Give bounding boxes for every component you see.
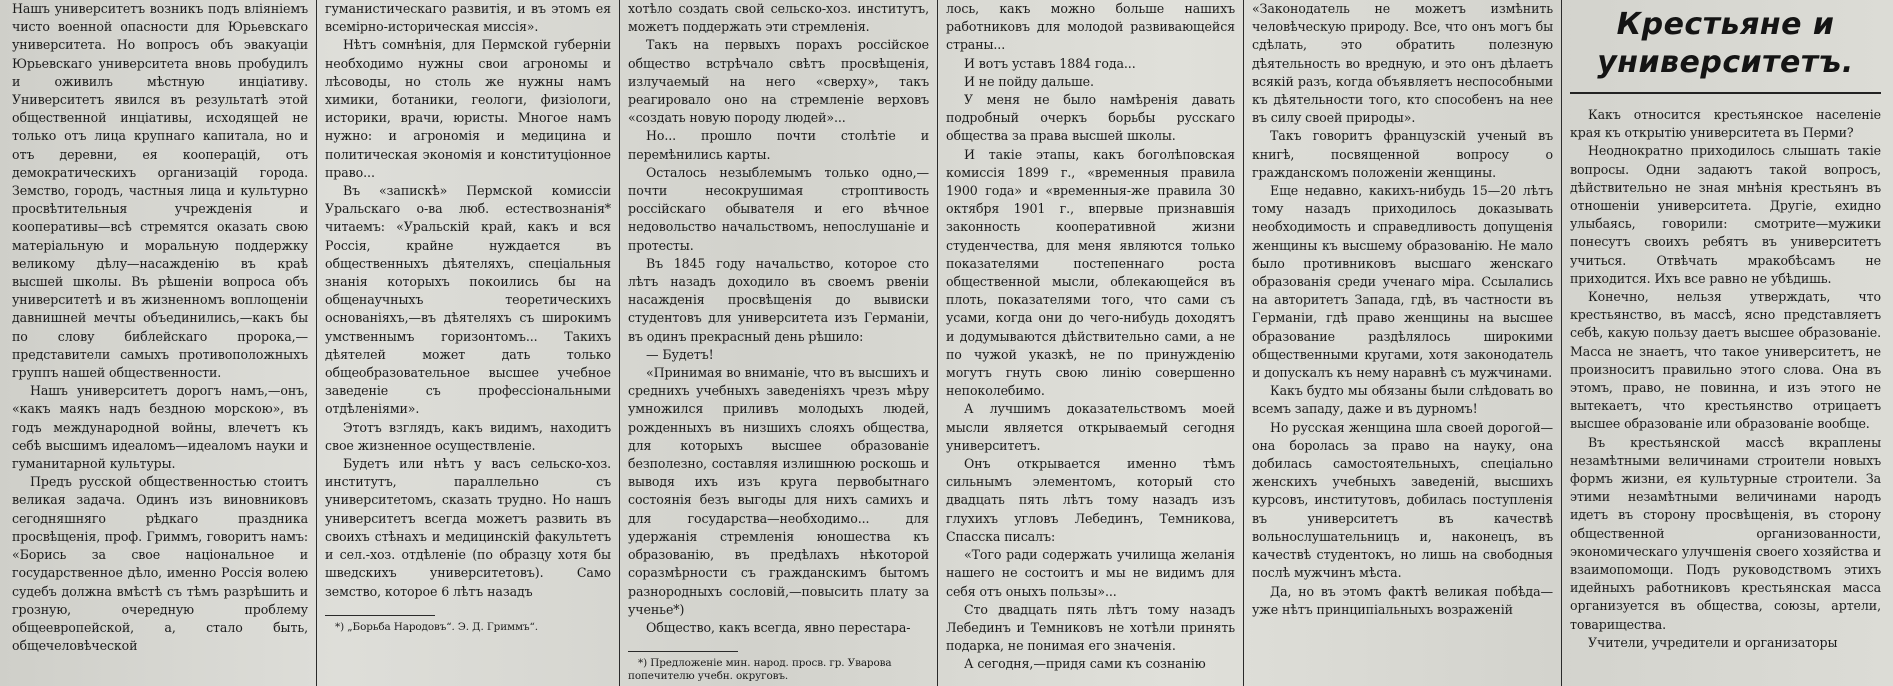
paragraph: Конечно, нельзя утверждать, что крестьянство, въ массѣ, ясно представляетъ себѣ, какую пользу даетъ высшее образованіе. Масса не знаетъ, что такое университетъ, не произноситъ правильно этого слова. Она въ этомъ, право, не повинна, и изъ этого не вытекаетъ, что крестьянство отрицаетъ высшее образованіе или образованіе вообще. xyxy=(1570,289,1881,432)
footnote: *) Предложеніе мин. народ. просв. гр. Уварова попечителю учебн. округовъ. xyxy=(628,657,892,683)
quotation: «Принимая во вниманіе, что въ высшихъ и среднихъ учебныхъ заведеніяхъ чрезъ мѣру умножился приливъ молодыхъ людей, рожденныхъ въ низшихъ слояхъ общества, для которыхъ высшее образованіе безполезно, составляя излишнюю роскошь и выводя ихъ изъ круга первобытнаго состоянія безъ выгоды для нихъ самихъ и для государства—необходимо... для удержанія стремленія юношества къ образованію, въ предѣлахъ нѣкоторой соразмѣрности съ гражданскимъ бытомъ разнородныхъ сословій,—повысить плату за ученье*) xyxy=(628,365,929,617)
paragraph: Неоднократно приходилось слышать такіе вопросы. Одни задаютъ такой вопросъ, дѣйствительно не зная мнѣнія крестьянъ въ отношеніи университета. Другіе, ехидно улыбаясь, говорили: смотрите—мужики понесутъ своихъ ребятъ въ университетъ учиться. Отвѣчать мракобѣсамъ не приходится. Ихъ все равно не убѣдишь. xyxy=(1570,143,1881,286)
paragraph: Въ 1845 году начальство, которое сто лѣтъ назадъ доходило въ своемъ рвеніи насажденія просвѣщенія до вывиски студентовъ для университета изъ Германіи, въ одинъ прекрасный день рѣшило: xyxy=(628,255,929,344)
column-1 xyxy=(4,0,317,686)
paragraph: Будетъ или нѣтъ у васъ сельско-хоз. институтъ, параллельно съ университетомъ, сказать трудно. Но нашъ университетъ всегда можетъ развить въ своихъ стѣнахъ и медицинскій факультетъ и сел.-хоз. отдѣленіе (по образцу хотя бы шведскихъ университетовъ). Само земство, которое 6 лѣтъ назадъ xyxy=(325,456,611,599)
paragraph: Въ крестьянской массѣ вкраплены незамѣтными величинами строители новыхъ формъ жизни, ея культурные строители. За этими незамѣтными величинами народъ идетъ въ сторону просвѣщенія, въ сторону общественной организованности, экономическаго улучшенія своего хозяйства и взаимопомощи. Подъ руководствомъ этихъ идейныхъ работниковъ крестьянская масса организуется въ общества, союзы, артели, товарищества. xyxy=(1570,434,1881,632)
paragraph: хотѣло создать свой сельско-хоз. институтъ, можетъ поддержать эти стремленія. xyxy=(628,1,929,35)
paragraph: гуманистическаго развитія, и въ этомъ ея всемірно-историческая миссія». xyxy=(325,1,611,35)
column-4 xyxy=(938,0,1244,686)
paragraph: И вотъ уставъ 1884 года... xyxy=(964,55,1136,71)
column-3 xyxy=(620,0,938,686)
paragraph: Предъ русской общественностью стоитъ великая задача. Одинъ изъ виновниковъ сегодняшняго рѣдкаго праздника просвѣщенія, проф. Гриммъ, говоритъ намъ: «Борись за свое національное и государственное дѣло, именно Россія волею судебъ должна вмѣстѣ съ тѣмъ разрѣшить и грозную, очередную проблему общеевропейской, а, стало быть, общечеловѣческой xyxy=(12,474,308,654)
paragraph: Такъ говоритъ французскій ученый въ книгѣ, посвященной вопросу о гражданскомъ положеніи женщины. xyxy=(1252,128,1553,180)
paragraph: Этотъ взглядъ, какъ видимъ, находитъ свое жизненное осуществленіе. xyxy=(325,419,611,453)
paragraph: И не пойду дальше. xyxy=(964,73,1094,89)
paragraph: Осталось незыблемымъ только одно,—почти несокрушимая строптивость россійскаго обывателя и его вѣчное недовольство начальствомъ, непослушаніе и протесты. xyxy=(628,164,929,253)
paragraph: Да, но въ этомъ фактѣ великая побѣда—уже нѣтъ принципіальныхъ возраженій xyxy=(1252,583,1553,617)
paragraph: Въ «запискѣ» Пермской комиссіи Уральскаго о-ва люб. естествознанія* читаемъ: «Уральскій край, какъ и вся Россія, крайне нуждается въ общественныхъ дѣятеляхъ, спеціальныя знанія которыхъ покоились бы на общенаучныхъ теоретическихъ основаніяхъ,—въ дѣятеляхъ съ широкимъ умственнымъ горизонтомъ... Такихъ дѣятелей может дать только общеобразовательное высшее учебное заведеніе съ профессіональными отдѣленіями». xyxy=(325,183,611,417)
paragraph: Сто двадцать пять лѣтъ тому назадъ Лебединъ и Темниковъ не хотѣли принять подарка, не понимая его значенія. xyxy=(946,601,1235,654)
paragraph: Какъ будто мы обязаны были слѣдовать во всемъ западу, даже и въ дурномъ! xyxy=(1252,383,1553,417)
paragraph: Общество, какъ всегда, явно перестара- xyxy=(646,619,911,635)
paragraph: А сегодня,—придя сами къ сознанію xyxy=(964,656,1206,672)
paragraph: Какъ относится крестьянское населеніе края къ открытію университета въ Перми? xyxy=(1570,107,1881,141)
quotation: «Законодатель не можетъ измѣнить человѣческую природу. Все, что онъ могъ бы сдѣлать, это обратить полезную дѣятельность во вредную, и это онъ дѣлаетъ всякій разъ, когда объявляетъ неспособными къ дѣятельности того, кто способенъ на нее въ силу своей природы». xyxy=(1252,1,1553,126)
paragraph: Учители, учредители и организаторы xyxy=(1588,634,1838,650)
column-2 xyxy=(317,0,620,686)
title-rule xyxy=(1570,92,1881,94)
column-5 xyxy=(1244,0,1562,686)
column-6 xyxy=(1562,0,1889,686)
paragraph: — Будетъ! xyxy=(646,346,714,362)
paragraph: У меня не было намѣренія давать подробный очеркъ борьбы русскаго общества за права высшей школы. xyxy=(946,92,1235,144)
paragraph: Нѣтъ сомнѣнія, для Пермской губерніи необходимо нужны свои агрономы и лѣсоводы, но столь же нужны намъ химики, ботаники, геологи, физіологи, историки, врачи, юристы. Многое намъ нужно: и агрономія и медицина и политическая экономія и конституціонное право... xyxy=(325,37,611,180)
paragraph: Нашъ университетъ возникъ подъ вліяніемъ чисто военной опасности для Юрьевскаго университета. Но вопросъ объ эвакуаціи Юрьевскаго университета вновь пробудилъ и оживилъ мѣстную инціативу. Университетъ явился въ результатѣ этой общественной инціативы, исходящей не только отъ лица крупнаго капитала, но и отъ деревни, ея кооперацій, отъ демократическихъ организацій города. Земство, городъ, частныя лица и культурно просвѣтительныя учрежденія и кооперативы—всѣ стремятся оказать свою матеріальную и моральную поддержку великому дѣлу—насажденію въ краѣ высшей школы. Въ рѣшеніи вопроса объ университетѣ и въ жизненномъ воплощеніи давнишней мечты объединились,—какъ бы по слову библейскаго пророка,—представители самыхъ противоположныхъ группъ нашей общественности. xyxy=(12,1,308,381)
paragraph: Но русская женщина шла своей дорогой—она боролась за право на науку, она добилась самостоятельныхъ, спеціально женскихъ учебныхъ заведеній, высшихъ курсовъ, институтовъ, добилась поступленія въ университетъ въ качествѣ вольнослушательницъ и, наконецъ, въ качествѣ студентокъ, но лишь на свободныя послѣ мужчинъ мѣста. xyxy=(1252,419,1553,581)
paragraph: Такъ на первыхъ порахъ россійское общество встрѣчало свѣтъ просвѣщенія, излучаемый на него «сверху», такъ реагировало оно на стремленіе верховъ «создать новую породу людей»... xyxy=(628,37,929,126)
paragraph: И такіе этапы, какъ боголѣповская комиссія 1899 г., «временныя правила 1900 года» и «временныя-же правила 30 октября 1901 г., впервые признавшія законность кооперативной жизни студенчества, для меня являются только показателями постепеннаго роста общественной мысли, облекающейся въ плоть, показателями того, что сами съ усами, когда они до чего-нибудь доходятъ и додумываются дѣйствительно сами, а не по чужой указкѣ, не по принужденію могутъ гнуть свою линію совершенно непоколебимо. xyxy=(946,146,1235,399)
paragraph: Но... прошло почти столѣтіе и перемѣнились карты. xyxy=(628,128,929,162)
footnote-rule xyxy=(325,615,435,616)
paragraph: А лучшимъ доказательствомъ моей мысли является открываемый сегодня университетъ. xyxy=(946,401,1235,453)
paragraph: Онъ открывается именно тѣмъ сильнымъ элементомъ, который сто двадцать пять лѣтъ тому назадъ изъ глухихъ угловъ Лебединъ, Темникова, Спасска писалъ: xyxy=(946,456,1235,544)
paragraph: Еще недавно, какихъ-нибудь 15—20 лѣтъ тому назадъ приходилось доказывать необходимость и справедливость допущенія женщины къ высшему образованію. Не мало было противниковъ высшаго женскаго образованія среди ученаго міра. Ссылались на авторитетъ Запада, гдѣ, въ частности въ Германіи, гдѣ право женщины на высшее образование раздѣлялось широкими общественными кругами, хотя законодатель и допускалъ къ нему наравнѣ съ мужчинами. xyxy=(1252,183,1553,381)
article-title: Крестьяне и университетъ. xyxy=(1597,7,1854,80)
footnote-rule xyxy=(628,651,738,652)
quotation: «Того ради содержать училища желанія нашего не состоитъ и мы не видимъ для себя отъ оныхъ пользы»... xyxy=(946,547,1235,599)
paragraph: лось, какъ можно больше нашихъ работниковъ для молодой развивающейся страны... xyxy=(946,1,1235,53)
paragraph: Нашъ университетъ дорогъ намъ,—онъ, «какъ маякъ надъ бездною морскою», въ годъ международной войны, влечетъ къ себѣ высшимъ идеаломъ—идеаломъ науки и гуманитарной культуры. xyxy=(12,383,308,472)
footnote: *) „Борьба Народовъ“. Э. Д. Гриммъ“. xyxy=(335,620,538,633)
